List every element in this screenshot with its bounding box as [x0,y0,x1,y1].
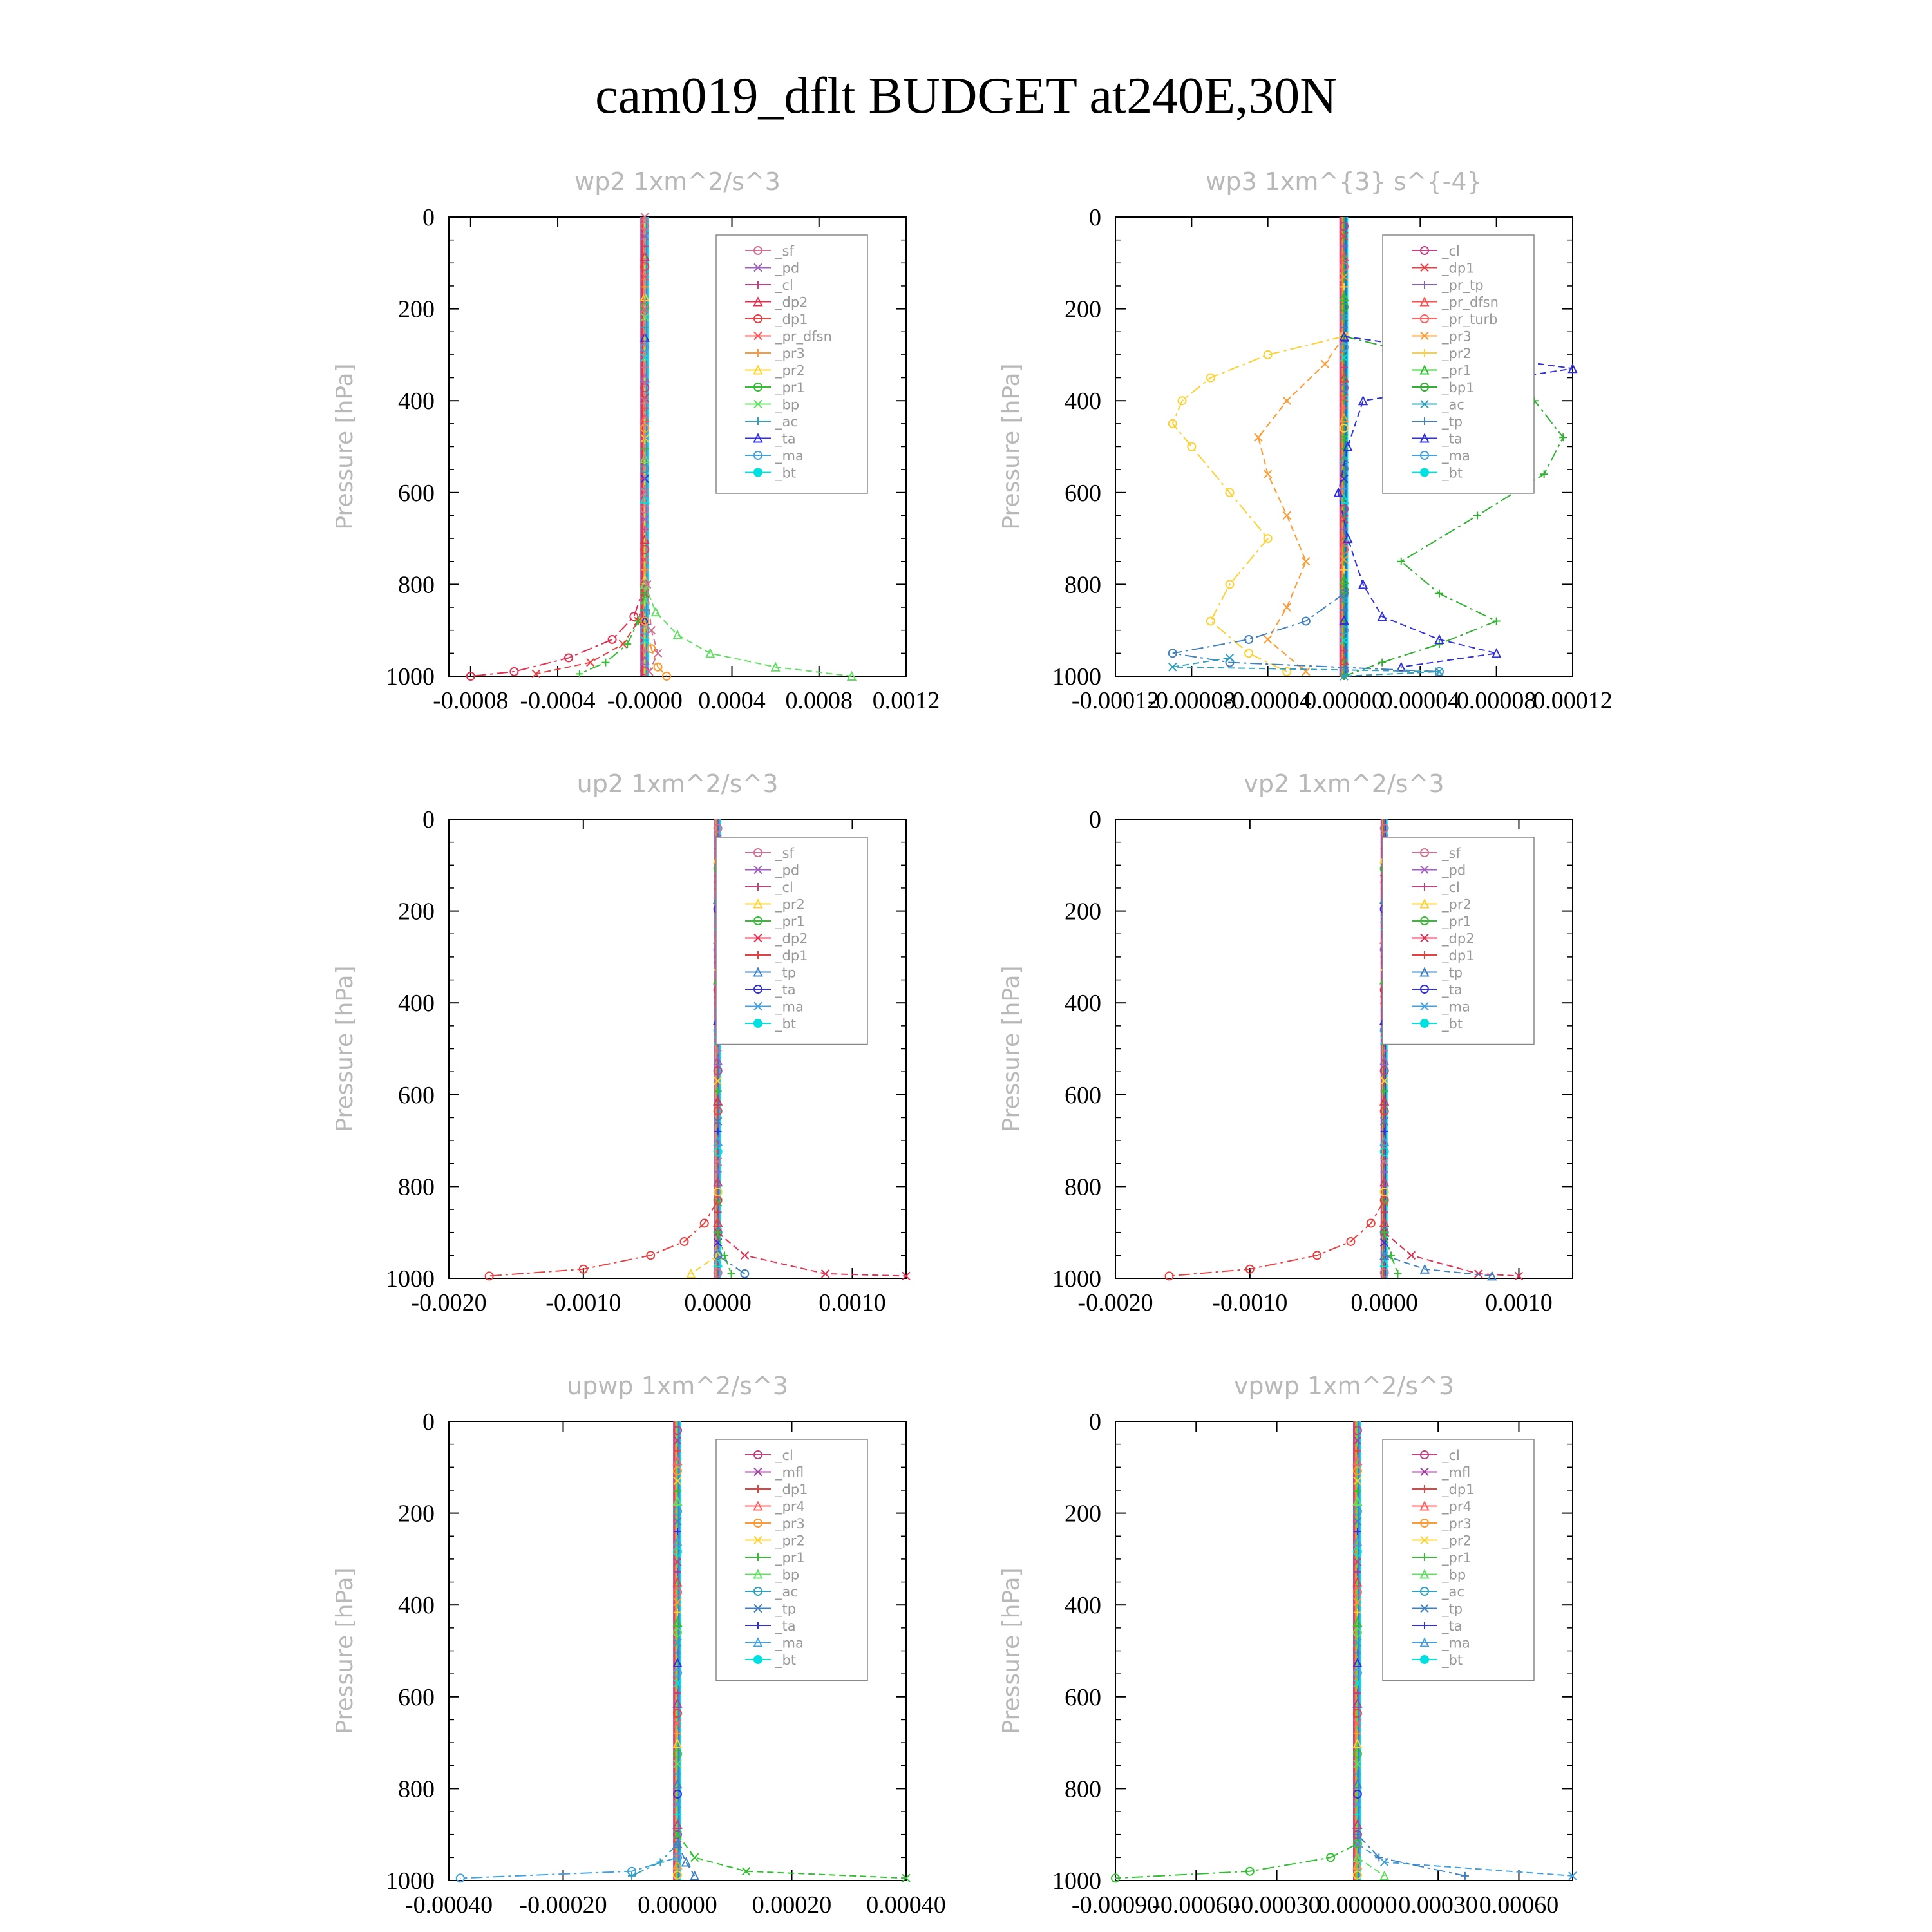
x-tick-label: 0.0000 [1350,1289,1418,1316]
series-line-pr1 [1115,1844,1358,1878]
data-point [1283,603,1291,611]
legend-label: _cl [775,880,793,895]
y-tick-label: 1000 [1052,1265,1101,1293]
chart-panel-2 [998,167,1613,714]
data-point [1302,558,1310,565]
x-tick-label: -0.0020 [411,1289,487,1316]
data-point [1207,617,1215,625]
legend-label: _pr_tp [1442,278,1484,293]
legend-label: _ta [775,982,796,998]
y-tick-label: 1000 [386,1265,435,1293]
data-point [1473,511,1481,519]
y-tick-label: 800 [398,571,435,599]
legend-label: _bt [1442,465,1463,481]
legend-label: _ac [1442,1584,1464,1600]
legend-swatch-marker [1420,1655,1429,1664]
x-tick-label: -0.00020 [519,1891,607,1918]
y-tick-label: 600 [398,1683,435,1711]
legend-label: _ta [1442,1618,1463,1634]
legend-label: _pr1 [775,380,805,395]
legend-label: _cl [1442,243,1460,259]
chart-panel-3 [332,770,910,1316]
data-point [728,1270,735,1278]
legend-label: _ta [1442,431,1463,447]
x-tick-label: 0.0008 [785,687,853,714]
y-axis-label: Pressure [hPa] [332,1567,358,1734]
x-tick-label: -0.0010 [1212,1289,1288,1316]
data-point [1407,1251,1415,1259]
data-point [601,659,609,667]
chart-title: upwp 1xm^2/s^3 [567,1372,788,1400]
legend-label: _pd [775,260,800,276]
legend-label: _pr2 [1442,896,1472,913]
legend-label: _ta [775,1618,796,1634]
series-line-ma [1358,1844,1573,1876]
legend-label: _pr1 [1442,914,1472,929]
y-tick-label: 800 [398,1173,435,1201]
legend [716,1439,867,1681]
legend-label: _sf [1442,846,1461,861]
legend-label: _tp [1442,414,1463,430]
data-point [609,636,616,643]
y-tick-label: 200 [1065,898,1101,925]
legend-label: _ac [775,1584,798,1600]
y-axis-label: Pressure [hPa] [998,363,1025,530]
y-tick-label: 200 [398,898,435,925]
data-point [1540,470,1548,478]
legend-label: _ma [1442,1635,1470,1651]
series-line-pr2 [1173,336,1344,672]
y-tick-label: 400 [398,388,435,415]
series-line-ma [460,1857,677,1878]
x-tick-label: -0.0008 [433,687,509,714]
x-tick-label: 0.0010 [1485,1289,1553,1316]
chart-title: vp2 1xm^2/s^3 [1244,770,1444,798]
data-point [1461,1872,1469,1880]
y-tick-label: 800 [1065,1173,1101,1201]
data-point [1264,470,1272,478]
y-tick-label: 0 [422,806,435,833]
chart-title: wp3 1xm^{3} s^{-4} [1206,167,1482,196]
legend-label: _bt [1442,1016,1463,1032]
data-point [1359,397,1367,404]
legend-label: _ma [775,448,804,464]
legend-label: _pr1 [1442,1550,1472,1566]
y-tick-label: 0 [1089,204,1101,231]
x-tick-label: 0.00030 [1398,1891,1478,1918]
y-tick-label: 200 [398,296,435,323]
data-point [1283,397,1291,404]
chart-title: up2 1xm^2/s^3 [576,770,779,798]
legend-label: _pr1 [775,1550,805,1566]
series-line-tp [1173,594,1439,672]
legend-label: _bp [1442,1567,1466,1583]
legend-label: _pr2 [775,363,805,379]
legend-label: _bt [775,1016,797,1032]
chart-title: wp2 1xm^2/s^3 [574,167,781,196]
legend [716,235,867,493]
x-tick-label: -0.00030 [1233,1891,1321,1918]
legend-swatch-marker [1420,468,1429,477]
x-tick-label: 0.00020 [752,1891,832,1918]
y-tick-label: 800 [1065,571,1101,599]
legend-label: _pr2 [1442,1533,1472,1549]
y-axis-label: Pressure [hPa] [332,363,358,530]
x-tick-label: -0.0004 [520,687,596,714]
chart-panels [332,167,1613,1918]
series-line-dp2 [1385,1233,1519,1276]
legend-label: _dp1 [775,1482,808,1497]
legend-swatch-marker [1420,1019,1429,1028]
x-tick-label: -0.00004 [1224,687,1312,714]
chart-panel-1 [332,167,940,714]
data-point [1245,649,1253,657]
legend-label: _ma [775,1635,804,1651]
legend-label: _sf [775,243,794,259]
legend-label: _ac [775,414,798,430]
x-tick-label: 0.0004 [698,687,766,714]
legend [1383,235,1534,493]
legend-label: _pr1 [775,914,805,929]
legend-label: _dp1 [775,312,808,327]
legend-label: _sf [775,846,794,861]
x-tick-label: -0.00060 [1152,1891,1240,1918]
data-point [652,608,659,616]
legend-label: _bp1 [1442,380,1475,395]
legend-label: _dp1 [1442,260,1475,276]
y-tick-label: 600 [1065,1081,1101,1109]
y-tick-label: 200 [398,1500,435,1528]
legend-label: _tp [1442,1601,1463,1617]
legend-label: _bp [775,1567,800,1583]
legend-label: _pr2 [775,1533,805,1549]
legend-label: _mfl [1442,1464,1471,1481]
x-tick-label: -0.00008 [1148,687,1236,714]
legend-label: _dp1 [775,948,808,963]
y-tick-label: 0 [1089,806,1101,833]
data-point [656,1858,664,1866]
data-point [1493,617,1501,625]
legend-label: _ta [1442,982,1463,998]
data-point [654,649,662,657]
data-point [1321,360,1329,368]
legend-label: _pr3 [1442,1516,1472,1531]
x-tick-label: 0.00060 [1479,1891,1559,1918]
legend [1383,837,1534,1045]
y-tick-label: 400 [1065,1592,1101,1620]
data-point [691,1853,699,1861]
x-tick-label: 0.00012 [1533,687,1613,714]
data-point [1387,1251,1395,1259]
legend-label: _pr1 [1442,363,1472,379]
data-point [1264,636,1272,643]
x-tick-label: 0.00000 [1304,687,1384,714]
legend-label: _ma [1442,448,1470,464]
legend-swatch-marker [753,1019,762,1028]
x-tick-label: 0.00004 [1380,687,1461,714]
x-tick-label: 0.0000 [684,1289,752,1316]
x-tick-label: -0.00012 [1071,687,1160,714]
data-point [741,1251,748,1259]
legend-label: _pr_dfsn [775,328,832,345]
legend-label: _pr3 [775,1516,805,1531]
y-tick-label: 600 [398,479,435,507]
x-tick-label: -0.0000 [607,687,683,714]
y-tick-label: 200 [1065,1500,1101,1528]
data-point [1394,1270,1402,1278]
legend-label: _pr4 [775,1499,805,1515]
y-tick-label: 1000 [1052,1868,1101,1895]
chart-panel-5 [332,1372,946,1918]
y-tick-label: 0 [422,1408,435,1435]
y-tick-label: 800 [398,1776,435,1803]
x-tick-label: 0.00040 [866,1891,946,1918]
x-tick-label: 0.00008 [1456,687,1537,714]
legend-label: _dp1 [1442,948,1475,963]
legend-label: _bp [775,397,800,413]
chart-panel-6 [998,1372,1577,1918]
legend-label: _dp1 [1442,1482,1475,1497]
data-point [1255,433,1262,441]
x-tick-label: 0.0012 [872,687,940,714]
legend-label: _cl [1442,880,1460,895]
series-line-tp [1385,1255,1492,1276]
legend-label: _cl [775,1448,793,1463]
y-tick-label: 400 [398,990,435,1018]
legend-label: _tp [1442,965,1463,981]
y-tick-label: 600 [1065,1683,1101,1711]
legend-label: _dp2 [1442,931,1475,947]
legend-label: _pr3 [1442,328,1472,345]
chart-title: vpwp 1xm^2/s^3 [1233,1372,1455,1400]
legend-label: _pr2 [775,896,805,913]
data-point [1435,590,1443,598]
legend-label: _ta [775,431,796,447]
y-tick-label: 600 [1065,479,1101,507]
y-tick-label: 400 [398,1592,435,1620]
x-tick-label: -0.0020 [1077,1289,1153,1316]
legend-label: _bt [775,465,797,481]
y-axis-label: Pressure [hPa] [332,965,358,1132]
legend-swatch-marker [753,1655,762,1664]
data-point [1381,1872,1388,1880]
legend-swatch-marker [753,468,762,477]
x-tick-label: -0.0010 [545,1289,621,1316]
legend-label: _ac [1442,397,1464,413]
y-tick-label: 1000 [386,1868,435,1895]
series-line-dp2 [471,584,645,676]
legend-label: _dp2 [775,294,808,310]
legend [1383,1439,1534,1681]
y-tick-label: 1000 [386,663,435,690]
x-tick-label: -0.00090 [1071,1891,1160,1918]
y-tick-label: 200 [1065,296,1101,323]
y-tick-label: 0 [422,204,435,231]
y-tick-label: 600 [398,1081,435,1109]
legend-label: _bt [775,1653,797,1668]
chart-panel-4 [998,770,1573,1316]
legend-label: _pr3 [775,346,805,361]
series-line-bp [645,584,851,676]
y-tick-label: 1000 [1052,663,1101,690]
x-tick-label: 0.00000 [1318,1891,1397,1918]
legend-label: _pr_turb [1442,312,1498,327]
y-tick-label: 400 [1065,990,1101,1018]
legend-label: _pr2 [1442,346,1472,361]
x-tick-label: 0.0010 [819,1289,886,1316]
y-tick-label: 0 [1089,1408,1101,1435]
y-tick-label: 400 [1065,388,1101,415]
legend-label: _bt [1442,1653,1463,1668]
legend-label: _ma [1442,999,1470,1015]
series-line-tp [1358,1835,1465,1876]
page-title: cam019_dflt BUDGET at240E,30N [595,68,1337,124]
data-point [1283,511,1291,519]
x-tick-label: -0.00040 [404,1891,493,1918]
legend-label: _pd [775,862,800,878]
legend-label: _pr_dfsn [1442,294,1499,310]
data-point [682,1858,690,1866]
data-point [1188,443,1195,451]
data-point [1378,659,1386,667]
legend-label: _cl [775,278,793,293]
y-tick-label: 800 [1065,1776,1101,1803]
x-tick-label: 0.00000 [638,1891,717,1918]
legend-label: _dp2 [775,931,808,947]
legend-label: _ma [775,999,804,1015]
series-line-pr3 [1258,336,1344,672]
legend-label: _pd [1442,862,1466,878]
legend-label: _pr4 [1442,1499,1472,1515]
legend-label: _cl [1442,1448,1460,1463]
y-axis-label: Pressure [hPa] [998,1567,1025,1734]
legend-label: _tp [775,1601,797,1617]
legend-label: _tp [775,965,797,981]
legend-label: _mfl [775,1464,804,1481]
y-axis-label: Pressure [hPa] [998,965,1025,1132]
legend [716,837,867,1045]
